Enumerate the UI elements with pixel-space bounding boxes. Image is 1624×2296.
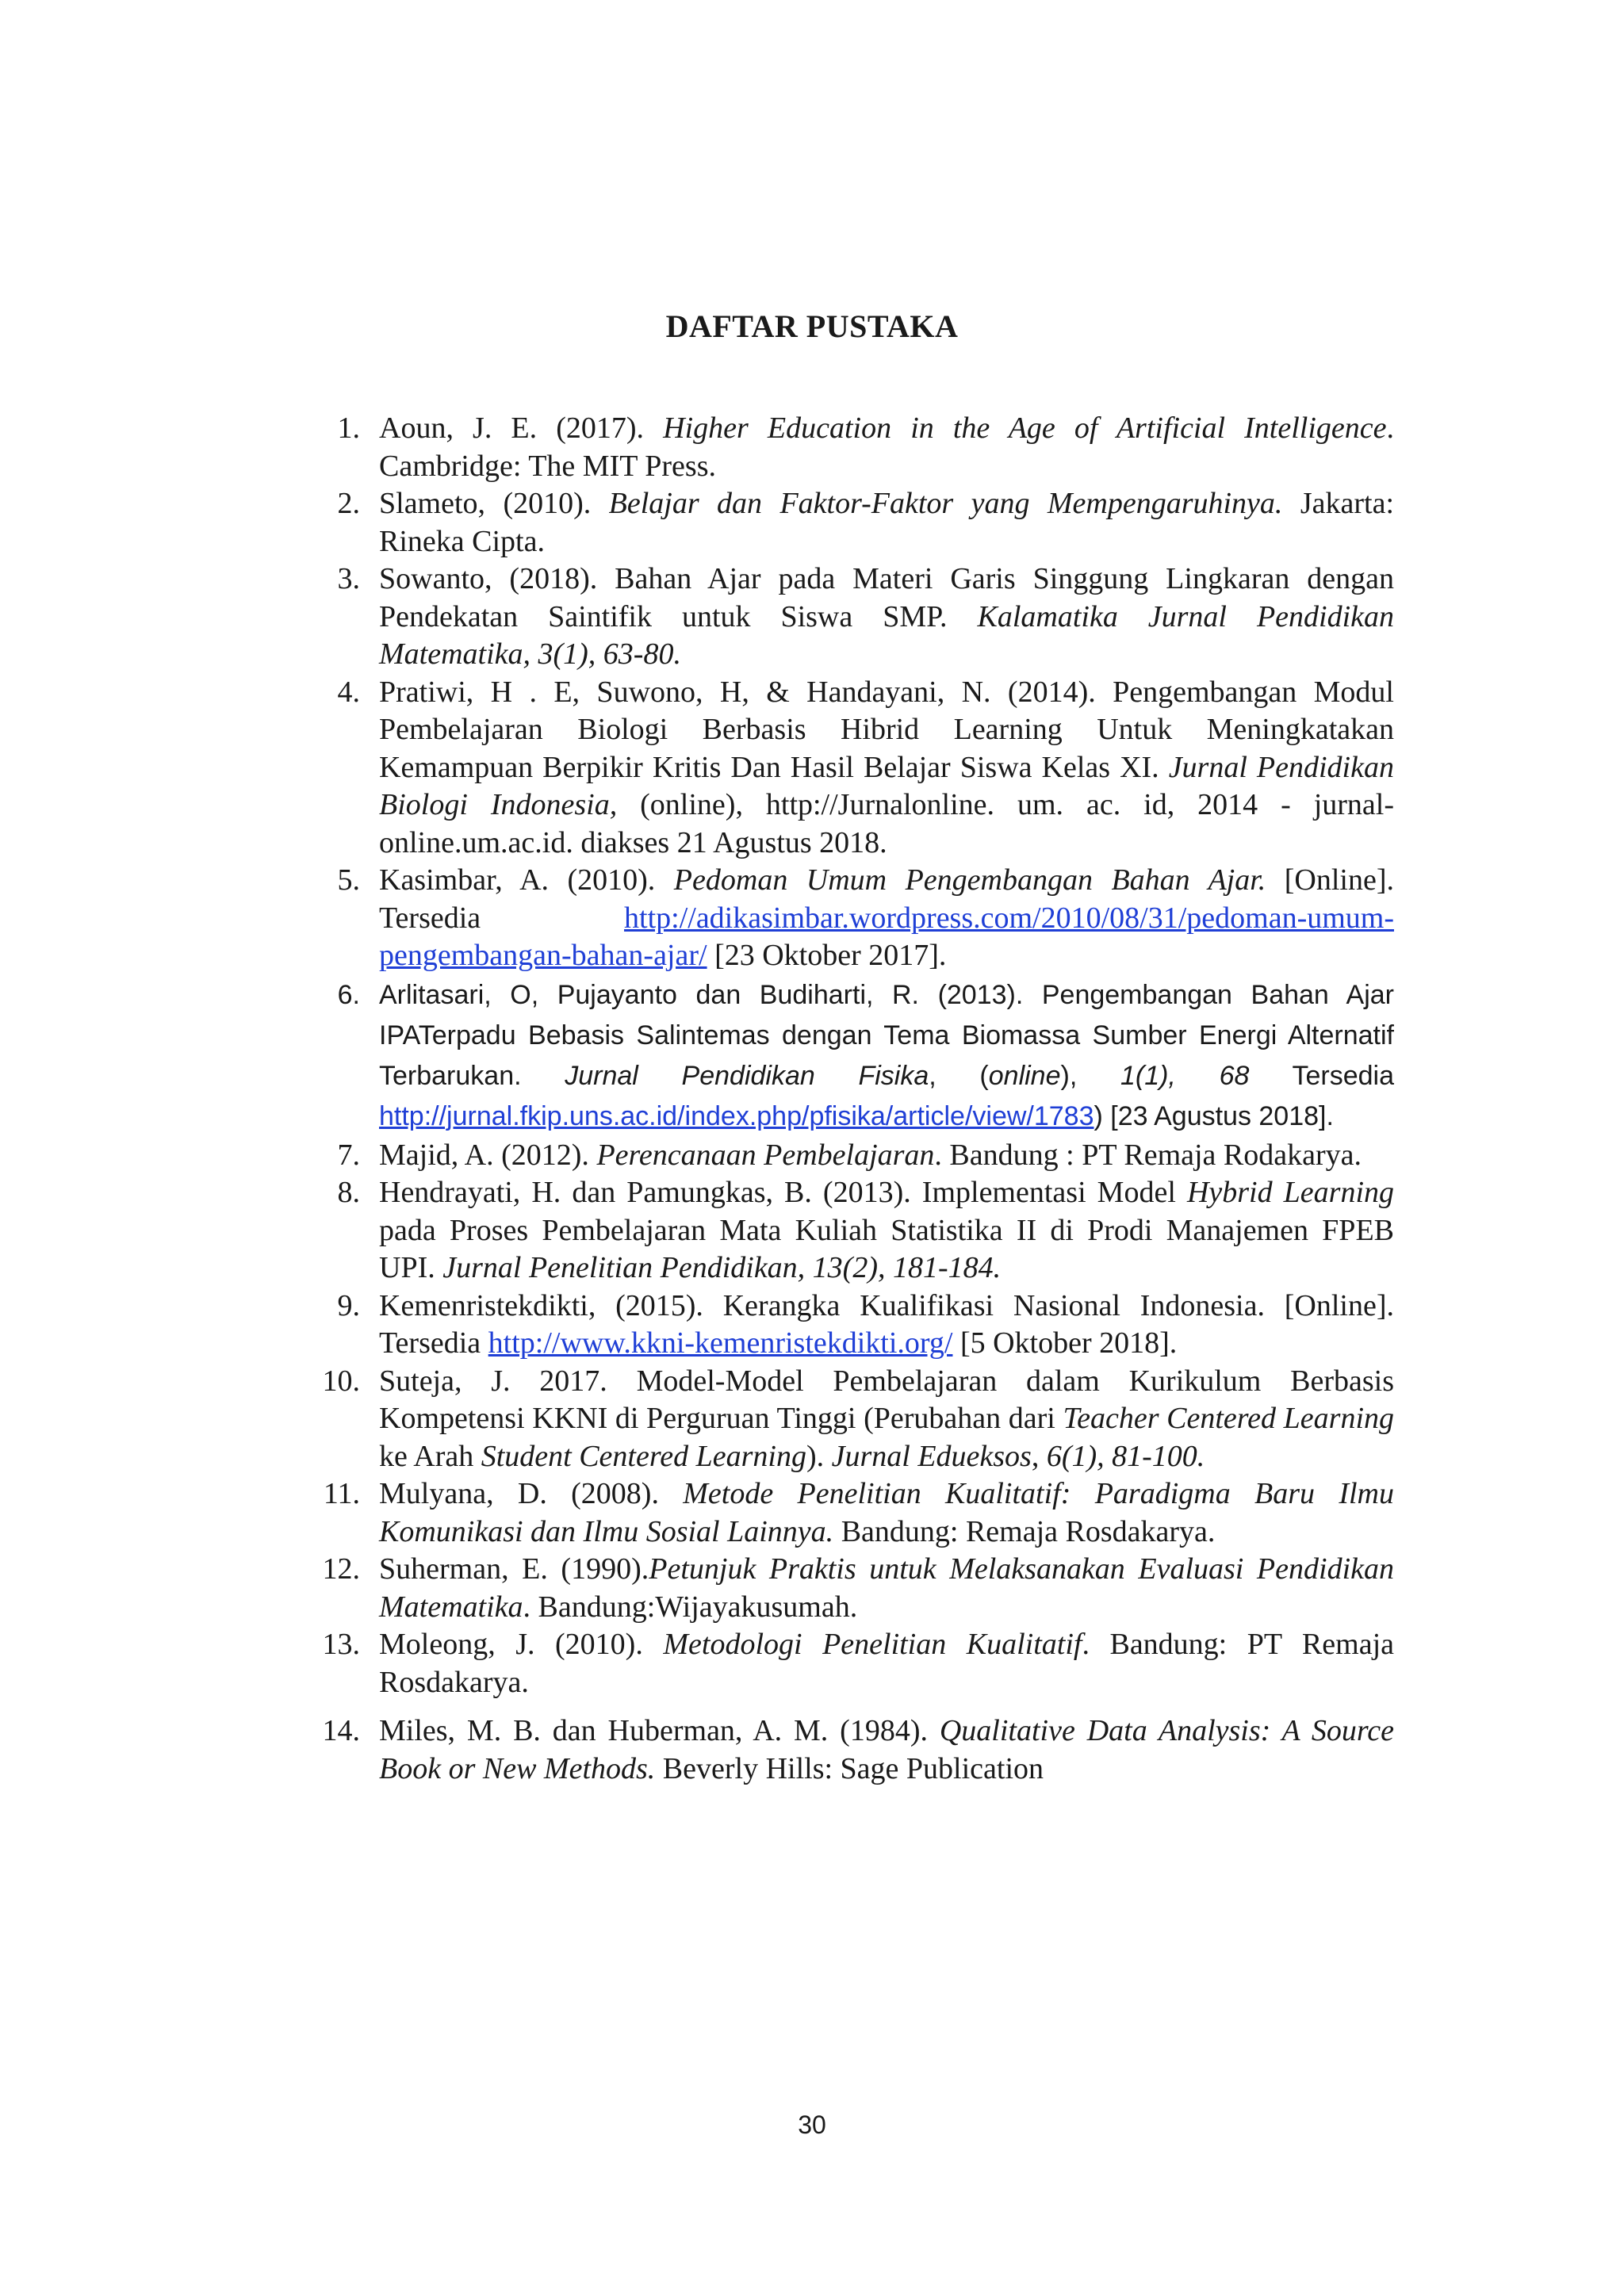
reference-italic-text: online bbox=[988, 1060, 1061, 1091]
reference-italic-text: Belajar dan Faktor-Faktor yang Mempengaruhinya. bbox=[608, 487, 1283, 520]
reference-text-segment: Beverly Hills: Sage Publication bbox=[655, 1751, 1044, 1785]
reference-number: 11. bbox=[323, 1477, 360, 1510]
reference-text bbox=[360, 1551, 1394, 1626]
reference-italic-text: Perencanaan Pembelajaran bbox=[596, 1138, 935, 1172]
reference-text-segment: Suherman, E. (1990). bbox=[379, 1552, 649, 1586]
reference-text bbox=[360, 410, 1394, 485]
reference-number: 14. bbox=[322, 1714, 360, 1747]
reference-number: 10. bbox=[322, 1364, 360, 1398]
reference-text-segment: ) [23 Agustus 2018]. bbox=[1094, 1100, 1334, 1131]
reference-item bbox=[306, 1174, 1394, 1288]
reference-text-segment: Majid, A. (2012). bbox=[379, 1138, 597, 1172]
reference-number: 7. bbox=[337, 1138, 360, 1172]
reference-italic-text: 6(1), 81-100. bbox=[1046, 1439, 1205, 1473]
reference-text-segment: (online), http://Jurnalonline. um. ac. id, 2014 - jurnal-online.um.ac.id. diakses 21 Agustus 2018. bbox=[379, 788, 1394, 859]
reference-text-segment: ), bbox=[1060, 1060, 1120, 1091]
reference-italic-text: Metode Penelitian Kualitatif: Paradigma Baru Ilmu Komunikasi dan Ilmu Sosial Lainnya. bbox=[379, 1477, 1394, 1548]
reference-italic-text: 1(1), 68 bbox=[1120, 1060, 1250, 1091]
page-title: DAFTAR PUSTAKA bbox=[665, 308, 959, 344]
reference-item bbox=[306, 1712, 1394, 1788]
reference-text-segment: Miles, M. B. dan Huberman, A. M. (1984). bbox=[379, 1714, 940, 1747]
reference-number: 3. bbox=[337, 562, 360, 595]
reference-text-segment: . Bandung : PT Remaja Rodakarya. bbox=[934, 1138, 1362, 1172]
reference-italic-text: Qualitative Data Analysis: A Source Book or New Methods. bbox=[379, 1714, 1394, 1785]
reference-text bbox=[360, 1626, 1394, 1701]
reference-text-segment: , ( bbox=[929, 1060, 989, 1091]
reference-text-segment: Mulyana, D. (2008). bbox=[379, 1477, 684, 1510]
reference-text-segment: . Bandung: PT Remaja Rosdakarya. bbox=[379, 1628, 1394, 1699]
reference-text bbox=[360, 1363, 1394, 1476]
reference-item bbox=[306, 1475, 1394, 1551]
reference-text-segment: , bbox=[1031, 1439, 1047, 1473]
reference-number: 6. bbox=[337, 979, 360, 1010]
reference-number: 13. bbox=[322, 1628, 360, 1661]
reference-text bbox=[360, 1475, 1394, 1551]
reference-text-segment: pada Proses Pembelajaran Mata Kuliah Statistika II di Prodi Manajemen FPEB UPI. bbox=[379, 1213, 1394, 1284]
reference-italic-text: Jurnal Pendidikan Biologi Indonesia, bbox=[379, 750, 1394, 821]
reference-text-segment: Jakarta: Rineka Cipta. bbox=[379, 487, 1394, 558]
reference-text-segment: Suteja, J. 2017. Model-Model Pembelajaran dalam Kurikulum Berbasis Kompetensi KKNI di Perguruan Tinggi (Perubahan dari bbox=[379, 1364, 1394, 1435]
reference-text-segment: ). bbox=[806, 1439, 832, 1473]
reference-italic-text: Pedoman Umum Pengembangan Bahan Ajar. bbox=[673, 863, 1266, 897]
reference-item bbox=[306, 410, 1394, 485]
reference-text bbox=[360, 1137, 1394, 1175]
page-number: 30 bbox=[798, 2110, 826, 2139]
reference-italic-text: Jurnal Edueksos bbox=[831, 1439, 1032, 1473]
reference-text-segment: Slameto, (2010). bbox=[379, 487, 609, 520]
reference-text bbox=[360, 674, 1394, 863]
reference-number: 8. bbox=[337, 1176, 360, 1209]
reference-text-segment: . Bandung:Wijayakusumah. bbox=[523, 1590, 858, 1624]
reference-number: 1. bbox=[337, 411, 360, 445]
reference-link[interactable]: http://adikasimbar.wordpress.com/2010/08/31/pedoman-umum-pengembangan-bahan-ajar/ bbox=[379, 901, 1394, 972]
reference-italic-text: Hybrid Learning bbox=[1186, 1176, 1395, 1209]
reference-link[interactable]: http://www.kkni-kemenristekdikti.org/ bbox=[488, 1326, 953, 1360]
reference-text-segment: ke Arah bbox=[379, 1439, 481, 1473]
reference-text-segment: Moleong, J. (2010). bbox=[379, 1628, 664, 1661]
reference-text-segment: [23 Oktober 2017]. bbox=[707, 939, 947, 972]
reference-item bbox=[306, 1288, 1394, 1363]
reference-item bbox=[306, 975, 1394, 1137]
reference-item bbox=[306, 862, 1394, 975]
reference-number: 2. bbox=[337, 487, 360, 520]
reference-number: 4. bbox=[337, 675, 360, 709]
reference-text bbox=[360, 1288, 1394, 1363]
reference-item bbox=[306, 561, 1394, 674]
reference-item bbox=[306, 1137, 1394, 1175]
reference-italic-text: Jurnal Penelitian Pendidikan, 13(2), 181-184. bbox=[442, 1251, 1002, 1284]
reference-item bbox=[306, 674, 1394, 863]
reference-text-segment: [5 Oktober 2018]. bbox=[952, 1326, 1178, 1360]
reference-item bbox=[306, 1363, 1394, 1476]
reference-text-segment: Sowanto, (2018). Bahan Ajar pada Materi Garis Singgung Lingkaran dengan Pendekatan Saintifik untuk Siswa SMP. bbox=[379, 562, 1394, 633]
reference-italic-text: Petunjuk Praktis untuk Melaksanakan Evaluasi Pendidikan Matematika bbox=[379, 1552, 1394, 1624]
reference-text-segment: Hendrayati, H. dan Pamungkas, B. (2013). Implementasi Model bbox=[379, 1176, 1187, 1209]
reference-italic-text: Student Centered Learning bbox=[481, 1439, 806, 1473]
reference-text-segment: Tersedia bbox=[1249, 1060, 1394, 1091]
reference-text-segment: Kasimbar, A. (2010). bbox=[379, 863, 674, 897]
reference-list bbox=[306, 410, 1394, 1788]
reference-text-segment: Kemenristekdikti, (2015). Kerangka Kualifikasi Nasional Indonesia. [Online]. Tersedia bbox=[379, 1288, 1394, 1360]
reference-text bbox=[360, 1174, 1394, 1288]
reference-item bbox=[306, 485, 1394, 561]
reference-text bbox=[360, 561, 1394, 674]
reference-text-segment: Pratiwi, H . E, Suwono, H, & Handayani, N. (2014). Pengembangan Modul Pembelajaran Biologi Berbasis Hibrid Learning Untuk Meningkatakan Kemampuan Berpikir Kritis Dan Hasil Belajar Siswa Kelas XI. bbox=[379, 675, 1394, 784]
reference-number: 12. bbox=[322, 1552, 360, 1586]
reference-link[interactable]: http://jurnal.fkip.uns.ac.id/index.php/pfisika/article/view/1783 bbox=[379, 1100, 1094, 1131]
reference-text bbox=[360, 1712, 1394, 1788]
reference-italic-text: Kalamatika Jurnal Pendidikan Matematika, 3(1), 63-80. bbox=[379, 599, 1395, 671]
reference-item bbox=[306, 1551, 1394, 1626]
reference-text-segment: Arlitasari, O, Pujayanto dan Budiharti, R. (2013). Pengembangan Bahan Ajar IPATerpadu Bebasis Salintemas dengan Tema Biomassa Sumber Energi Alternatif Terbarukan. bbox=[379, 979, 1394, 1091]
reference-number: 9. bbox=[337, 1288, 360, 1322]
reference-italic-text: Metodologi Penelitian Kualitatif bbox=[663, 1628, 1082, 1661]
reference-italic-text: Higher Education in the Age of Artificial Intelligence bbox=[663, 411, 1387, 445]
reference-italic-text: Jurnal Pendidikan Fisika bbox=[565, 1060, 929, 1091]
reference-text-segment: Aoun, J. E. (2017). bbox=[379, 411, 664, 445]
reference-text bbox=[360, 485, 1394, 561]
reference-text-segment: [Online]. Tersedia bbox=[379, 863, 1395, 935]
reference-number: 5. bbox=[337, 863, 360, 897]
reference-item bbox=[306, 1626, 1394, 1701]
reference-text bbox=[360, 862, 1394, 975]
reference-text bbox=[360, 975, 1394, 1137]
reference-text-segment: . Cambridge: The MIT Press. bbox=[379, 411, 1394, 483]
reference-text-segment: Bandung: Remaja Rosdakarya. bbox=[833, 1514, 1216, 1548]
reference-italic-text: Teacher Centered Learning bbox=[1063, 1402, 1394, 1435]
